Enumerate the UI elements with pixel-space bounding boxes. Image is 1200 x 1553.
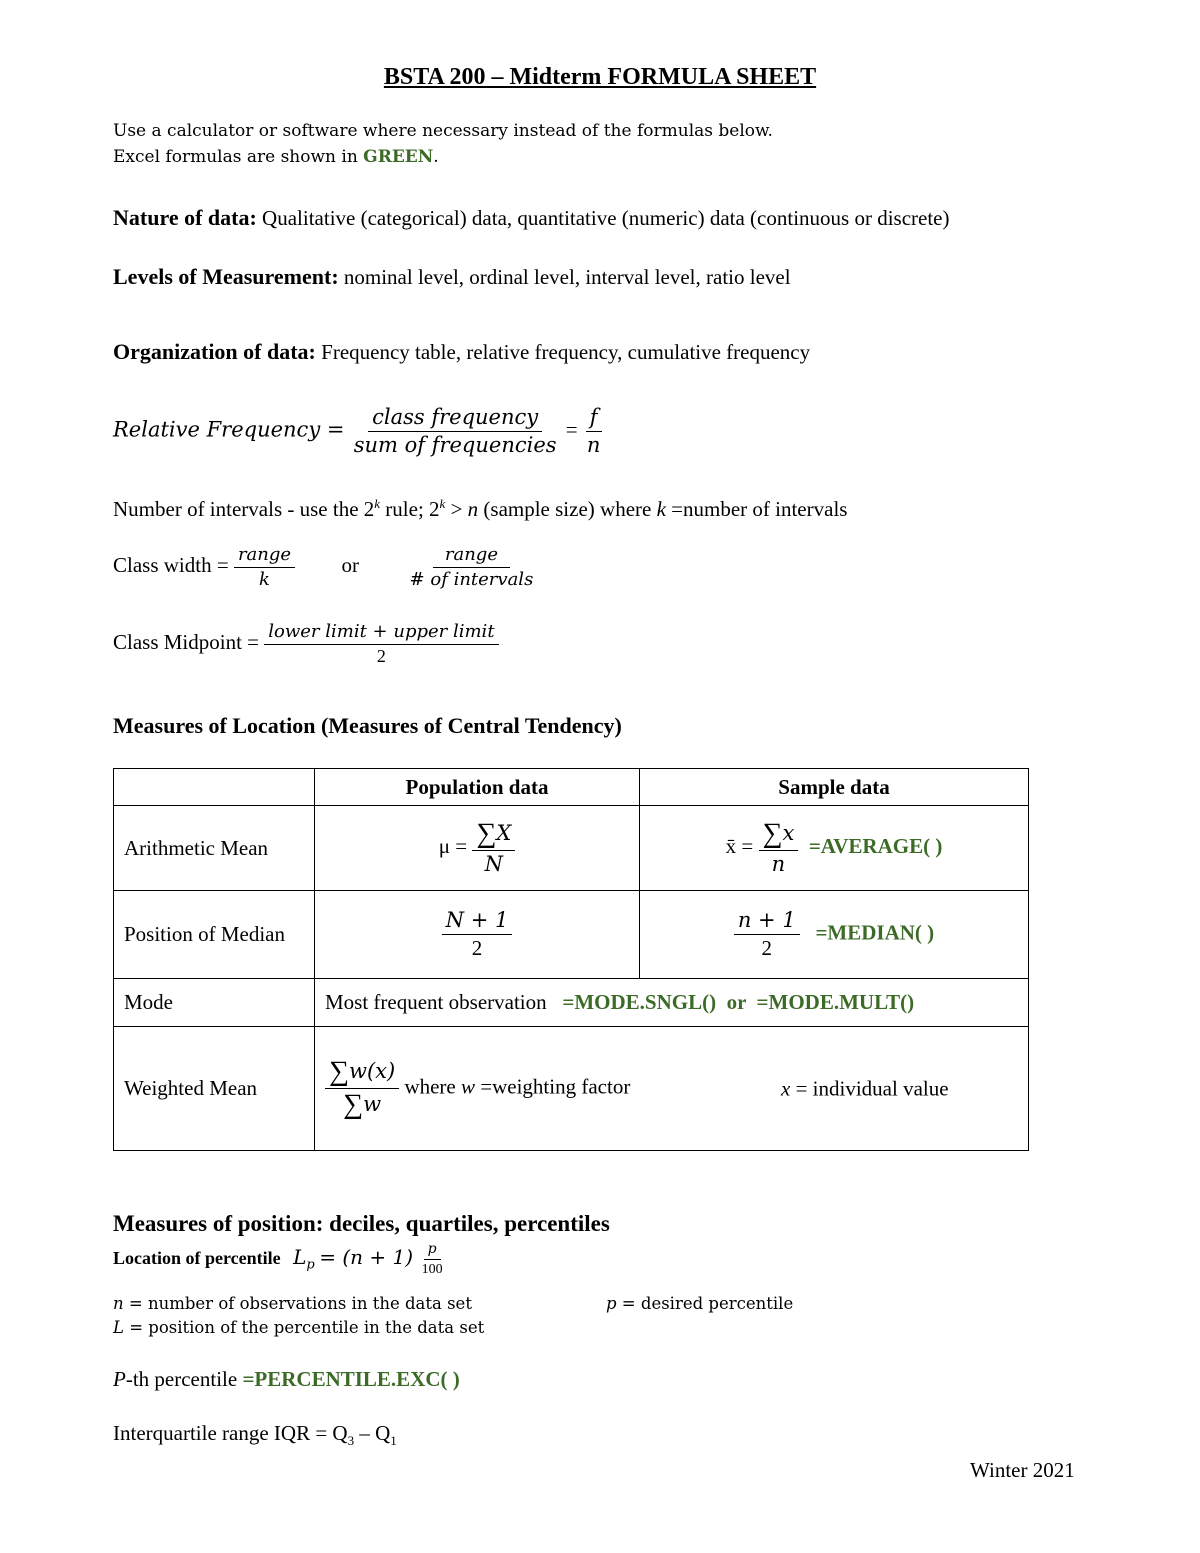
excel-mode: =MODE.SNGL() or =MODE.MULT(): [562, 990, 915, 1014]
row-label-weighted: Weighted Mean: [114, 1027, 315, 1151]
row-label-mode: Mode: [114, 979, 315, 1027]
relative-frequency-formula: Relative Frequency = $\frac{\text{class frequency}}{\text{sum of frequencies}}$ = $\frac{f}{n}$: [113, 405, 601, 458]
number-of-intervals: Number of intervals - use the 2$^k$ rule; $2^k > n$ (sample size) where k =number of intervals: [113, 496, 848, 521]
sample-median: $\frac{n + 1}{2}$ =MEDIAN( ): [640, 891, 1029, 979]
row-label-median: Position of Median: [114, 891, 315, 979]
table-header-population: Population data: [315, 769, 640, 806]
sigma-icon: ∑: [762, 817, 783, 849]
footer-term: Winter 2021: [970, 1458, 1075, 1482]
interquartile-range: Interquartile range IQR = $Q_3 - Q_1$: [113, 1421, 397, 1449]
nature-heading: Nature of data:: [113, 205, 257, 230]
row-label-mean: Arithmetic Mean: [114, 806, 315, 891]
location-heading: Measures of Location (Measures of Central Tendency): [113, 713, 622, 738]
population-mean: μ = $\frac{\sum X}{N}$: [315, 806, 640, 891]
note-L: L = position of the percentile in the data set: [113, 1318, 485, 1337]
nature-of-data: [113, 205, 950, 231]
note-n: n = number of observations in the data set: [113, 1294, 472, 1313]
organization-heading: Organization of data:: [113, 339, 316, 364]
sample-mean: x̄ = $\frac{\sum x}{n}$ =AVERAGE( ): [640, 806, 1029, 891]
green-label: GREEN: [363, 147, 434, 167]
sigma-icon: ∑: [476, 817, 497, 849]
levels-of-measurement: [113, 264, 791, 290]
excel-percentile: =PERCENTILE.EXC( ): [242, 1367, 460, 1391]
table-row: [114, 1027, 1029, 1151]
class-midpoint-formula: Class Midpoint = $\frac{\text{lower limit + upper limit}}{2}$: [113, 622, 499, 667]
population-median: $\frac{N + 1}{2}$: [315, 891, 640, 979]
sigma-icon: ∑: [343, 1089, 364, 1120]
nature-text: Qualitative (categorical) data, quantitative (numeric) data (continuous or discrete): [262, 206, 950, 230]
intro-line-2: Excel formulas are shown in GREEN.: [113, 147, 439, 167]
note-p: p = desired percentile: [606, 1294, 794, 1313]
measures-of-location-table: [113, 768, 1029, 1151]
table-header-sample: Sample data: [640, 769, 1029, 806]
position-heading: Measures of position: deciles, quartiles, percentiles: [113, 1211, 610, 1236]
percentile-location-formula: Location of percentile $L_p = (n + 1)$ $\frac{p}{100}$: [113, 1241, 443, 1278]
pth-percentile: P-th percentile =PERCENTILE.EXC( ): [113, 1367, 460, 1391]
table-header-empty: [114, 769, 315, 806]
levels-text: nominal level, ordinal level, interval level, ratio level: [343, 265, 791, 289]
class-width-formula: Class width = $\frac{\text{range}}{k}$ or $\frac{\text{range}}{\text{\# of intervals}}$: [113, 544, 534, 590]
organization-of-data: [113, 339, 810, 365]
organization-text: Frequency table, relative frequency, cumulative frequency: [321, 340, 811, 364]
mode-description: Most frequent observation =MODE.SNGL() or =MODE.MULT(): [315, 979, 1029, 1027]
excel-average: =AVERAGE( ): [808, 833, 943, 858]
page-title: BSTA 200 – Midterm FORMULA SHEET: [383, 64, 817, 90]
table-row: [114, 979, 1029, 1027]
intro-line-1: Use a calculator or software where necessary instead of the formulas below.: [113, 121, 773, 141]
table-row: [114, 806, 1029, 891]
table-row: [114, 891, 1029, 979]
excel-median: =MEDIAN( ): [815, 920, 935, 945]
sigma-icon: ∑: [329, 1056, 349, 1087]
levels-heading: Levels of Measurement:: [113, 264, 339, 289]
weighted-mean-formula: $\frac{\sum w(x)}{\sum w}$ where w =weighting factor x = individual value: [315, 1027, 1029, 1151]
